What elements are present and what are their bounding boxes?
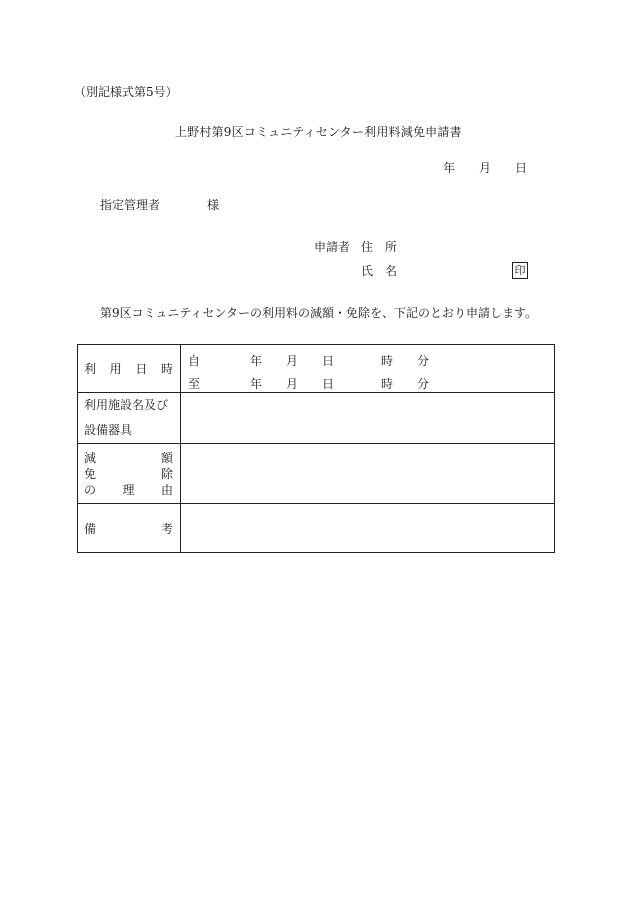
facility-label-line1: 利用施設名及び: [84, 398, 169, 412]
remarks-label: [78, 520, 180, 537]
seal-mark: 印: [512, 262, 528, 279]
applicant-label: 申請者: [314, 240, 351, 254]
remarks-label-char: 備: [84, 521, 97, 536]
page-title: 上野村第9区コミュニティセンター利用料減免申請書: [175, 125, 462, 139]
reduction-reason-value-cell[interactable]: [181, 444, 555, 504]
remarks-value-cell[interactable]: [181, 504, 555, 553]
reason-label-char: 除: [160, 466, 173, 481]
to-minute-label: 分: [417, 377, 430, 391]
to-prefix: 至: [188, 377, 201, 391]
reason-label-char: の: [84, 482, 97, 497]
from-day-label: 日: [322, 354, 335, 368]
reason-label-char: 額: [160, 450, 173, 465]
remarks-label-cell: [78, 504, 181, 553]
to-hour-label: 時: [381, 377, 394, 391]
application-table: [77, 344, 555, 553]
name-label: 氏 名: [361, 264, 398, 278]
addressee-honorific: 様: [207, 198, 220, 212]
address-label: 住 所: [361, 240, 398, 254]
facility-label-cell: [78, 393, 181, 444]
usage-datetime-value-cell[interactable]: [181, 345, 555, 393]
from-year-label: 年: [250, 354, 263, 368]
reduction-reason-label-cell: [78, 444, 181, 504]
application-statement: 第9区コミュニティセンターの利用料の減額・免除を、下記のとおり申請します。: [100, 306, 537, 320]
row-reduction-reason: [78, 444, 555, 504]
reason-label-char: 免: [84, 466, 97, 481]
to-month-label: 月: [286, 377, 299, 391]
date-year-label: 年: [443, 161, 456, 175]
usage-datetime-label-cell: [78, 345, 181, 393]
facility-label-line2: 設備器具: [84, 423, 133, 437]
date-day-label: 日: [515, 161, 528, 175]
to-year-label: 年: [250, 377, 263, 391]
row-usage-datetime: [78, 345, 555, 393]
from-month-label: 月: [286, 354, 299, 368]
remarks-label-char: 考: [160, 521, 173, 536]
reason-label-char: 減: [84, 450, 97, 465]
reason-label-line2: [78, 466, 180, 482]
usage-datetime-label-char: 日: [135, 362, 148, 376]
facility-value-cell[interactable]: [181, 393, 555, 444]
to-day-label: 日: [322, 377, 335, 391]
row-facility: [78, 393, 555, 444]
reason-label-line3: [78, 482, 180, 498]
from-prefix: 自: [188, 354, 201, 368]
reason-label-char: 由: [160, 482, 173, 497]
row-remarks: [78, 504, 555, 553]
reason-label-char: 理: [122, 482, 135, 497]
usage-datetime-label: [78, 360, 180, 377]
form-number: （別記様式第5号）: [74, 85, 178, 99]
from-hour-label: 時: [381, 354, 394, 368]
date-month-label: 月: [479, 161, 492, 175]
usage-datetime-label-char: 利: [84, 362, 97, 376]
addressee-name: 指定管理者: [100, 198, 161, 212]
from-minute-label: 分: [417, 354, 430, 368]
reason-label-line1: [78, 450, 180, 466]
usage-datetime-label-char: 時: [160, 362, 173, 376]
usage-datetime-label-char: 用: [109, 362, 122, 376]
